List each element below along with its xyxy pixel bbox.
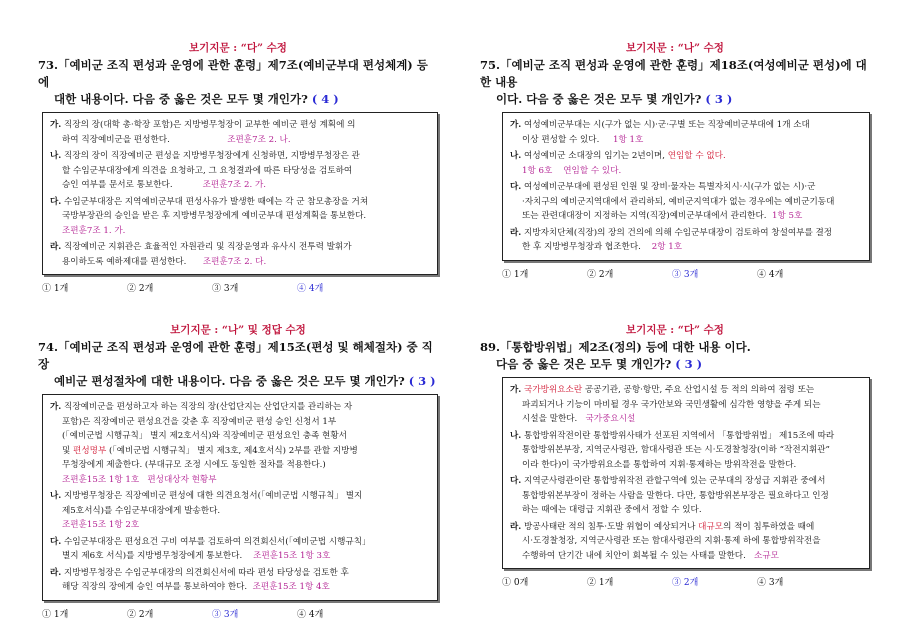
option-3[interactable]: ③ 3개 — [212, 284, 239, 294]
options — [38, 281, 438, 294]
choice-item: 가. 여성예비군부대는 시(구가 없는 시)·군·구별 또는 직장예비군부대에 1개 소대 이상 편성할 수 있다. 1항 1호 — [510, 120, 810, 145]
choice-item: 라. 지방병무청장은 수임군부대장의 의견회신서에 따라 편성 타당성을 검토한 후 해당 직장의 장에게 승인 여부를 통보하여야 한다. 조편훈15조 1항 4호 — [50, 567, 349, 592]
choice-item: 나. 여성예비군 소대장의 임기는 2년이며, 연임할 수 없다. 1항 6호 연임할 수 있다. — [510, 151, 726, 176]
choice-item: 가. 직장예비군을 편성하고자 하는 직장의 장(산업단지는 산업단지를 관리하는 자 포함)은 직장예비군 편성요건을 갖춘 후 직장예비군 편성 승인 신청서 1부 (「예비군법 시행규칙」 별지 제2호서식)와 직장예비군 편성요인 충족 현황서 및 편성명부 (「예비군법 시행규칙」 별지 제3호, 제4호서식) 2부를 관할 지방병 무청장에게 제출한다. (부대규모 조정 시에도 동일한 절차를 적용한다.) 조편훈15조 1항 1호 편성대상자 현황부 — [50, 402, 358, 485]
option-4[interactable]: ④ 4개 — [757, 269, 784, 280]
option-2[interactable]: ② 2개 — [127, 609, 154, 620]
choice-item: 다. 수임군부대장은 지역예비군부대 편성사유가 발생한 때에는 각 군 참모총장을 거쳐 국방부장관의 승인을 받은 후 지방병무청장에게 예비군부대 편성계획을 통보한다. 조편훈7조 1. 가. — [50, 196, 369, 236]
choices-box — [502, 112, 870, 261]
option-1[interactable]: ① 1개 — [42, 284, 69, 294]
question-89 — [480, 322, 870, 588]
question-73 — [38, 40, 438, 294]
choices-box — [502, 377, 870, 569]
option-1[interactable]: ① 1개 — [42, 609, 69, 620]
question-title: 75.「예비군 조직 편성과 운영에 관한 훈령」제18조(여성예비군 편성)에 대한 내용 이다. 다음 중 옳은 것은 모두 몇 개인가? ( 3 ) — [480, 58, 867, 106]
choice-item: 다. 여성예비군부대에 편성된 인원 및 장비·물자는 특별자치시·시(구가 없는 시)·군 ·자치구의 예비군지역대에서 관리하되, 예비군지역대가 없는 경우에는 예비군기동대 또는 관련대대장이 지정하는 지역(직장)예비군부대에서 관리한다. 1항 5호 — [510, 182, 835, 221]
options — [38, 607, 438, 620]
options — [480, 267, 870, 280]
question-title: 73.「예비군 조직 편성과 운영에 관한 훈령」제7조(예비군부대 편성체계) 등에 대한 내용이다. 다음 중 옳은 것은 모두 몇 개인가? ( 4 ) — [38, 58, 428, 106]
edit-note: 보기지문 : “다” 수정 — [189, 42, 287, 54]
option-4[interactable]: ④ 4개 — [297, 609, 324, 620]
question-75 — [480, 40, 870, 280]
question-74 — [38, 322, 438, 620]
answer: ( 3 ) — [408, 374, 436, 388]
question-title: 74.「예비군 조직 편성과 운영에 관한 훈령」제15조(편성 및 해체절차) 중 직장 예비군 편성절차에 대한 내용이다. 다음 중 옳은 것은 모두 몇 개인가? ( 3 ) — [38, 340, 436, 388]
options — [480, 575, 870, 588]
option-3[interactable]: ③ 3개 — [212, 609, 239, 620]
choices-box — [42, 394, 438, 601]
option-2[interactable]: ② 2개 — [587, 269, 614, 280]
choice-item: 다. 수임군부대장은 편성요건 구비 여부를 검토하여 의견회신서(「예비군법 시행규칙」 별지 제6호 서식)를 지방병무청장에게 통보한다. 조편훈15조 1항 3호 — [50, 536, 371, 561]
option-3[interactable]: ③ 3개 — [672, 269, 699, 280]
question-title: 89.「통합방위법」제2조(정의) 등에 대한 내용 이다. 다음 중 옳은 것은 모두 몇 개인가? ( 3 ) — [480, 340, 751, 371]
choice-item: 라. 방공사태란 적의 침투·도발 위협이 예상되거나 대규모의 적이 침투하였을 때에 시·도경찰청장, 지역군사령관 또는 함대사령관의 지휘·통제 하에 통합방위작전을 수행하여 단기간 내에 치안이 회복될 수 있는 사태를 말한다. 소규모 — [510, 521, 821, 561]
option-2[interactable]: ② 1개 — [587, 578, 614, 588]
option-1[interactable]: ① 1개 — [502, 269, 529, 280]
choices-box — [42, 112, 438, 275]
choice-item: 나. 직장의 장이 직장예비군 편성을 지방병무청장에게 신청하면, 지방병무청장은 관 할 수임군부대장에게 의견을 요청하고, 그 요청결과에 따른 타당성을 검토하여 승인 여부를 문서로 통보한다. 조편훈7조 2. 가. — [50, 151, 360, 190]
edit-note: 보기지문 : “나” 수정 — [626, 42, 724, 54]
option-4[interactable]: ④ 4개 — [297, 284, 324, 294]
edit-note: 보기지문 : “다” 수정 — [626, 324, 724, 336]
option-1[interactable]: ① 0개 — [502, 578, 529, 588]
option-2[interactable]: ② 2개 — [127, 284, 154, 294]
option-3[interactable]: ③ 2개 — [672, 578, 699, 588]
answer: ( 3 ) — [675, 357, 703, 371]
choice-item: 나. 지방병무청장은 직장예비군 편성에 대한 의견요청서(「예비군법 시행규칙」 별지 제5호서식)를 수임군부대장에게 발송한다. 조편훈15조 1항 2호 — [50, 491, 363, 530]
choice-item: 다. 지역군사령관이란 통합방위작전 관할구역에 있는 군부대의 장성급 지휘관 중에서 통합방위본부장이 정하는 사람을 말한다. 다만, 통합방위본부장은 필요하다고 인정 하는 때에는 대령급 지휘관 중에서 정할 수 있다. — [510, 476, 829, 515]
answer: ( 4 ) — [311, 92, 339, 106]
answer: ( 3 ) — [705, 92, 733, 106]
option-4[interactable]: ④ 3개 — [757, 578, 784, 588]
choice-item: 가. 직장의 장(대학 총·학장 포함)은 지방병무청장이 교부한 예비군 편성 계획에 의 하여 직장예비군을 편성한다. 조편훈7조 2. 나. — [50, 120, 356, 145]
choice-item: 라. 직장예비군 지휘관은 효율적인 자원관리 및 직장운영과 유사시 전투력 발휘가 용이하도록 예하제대를 편성한다. 조편훈7조 2. 다. — [50, 242, 352, 267]
edit-note: 보기지문 : “나” 및 정답 수정 — [170, 324, 306, 336]
choice-item: 가. 국가방위요소란 공공기관, 공항·항만, 주요 산업시설 등 적의 의하여 점령 또는 파괴되거나 기능이 마비될 경우 국가안보와 국민생활에 심각한 영향을 주게 되는 시설을 말한다. 국가중요시설 — [510, 385, 821, 424]
choice-item: 라. 지방자치단체(직장)의 장의 건의에 의해 수임군부대장이 검토하여 창설여부를 결정 한 후 지방병무청장과 협조한다. 2항 1호 — [510, 227, 833, 252]
choice-item: 나. 통합방위작전이란 통합방위사태가 선포된 지역에서 「통합방위법」 제15조에 따라 통합방위본부장, 지역군사령관, 함대사령관 또는 시·도경찰청장(이하 “작전지휘관” 이라 한다)이 국가방위요소를 통합하여 지휘·통제하는 방위작전을 말한다. — [510, 430, 835, 470]
